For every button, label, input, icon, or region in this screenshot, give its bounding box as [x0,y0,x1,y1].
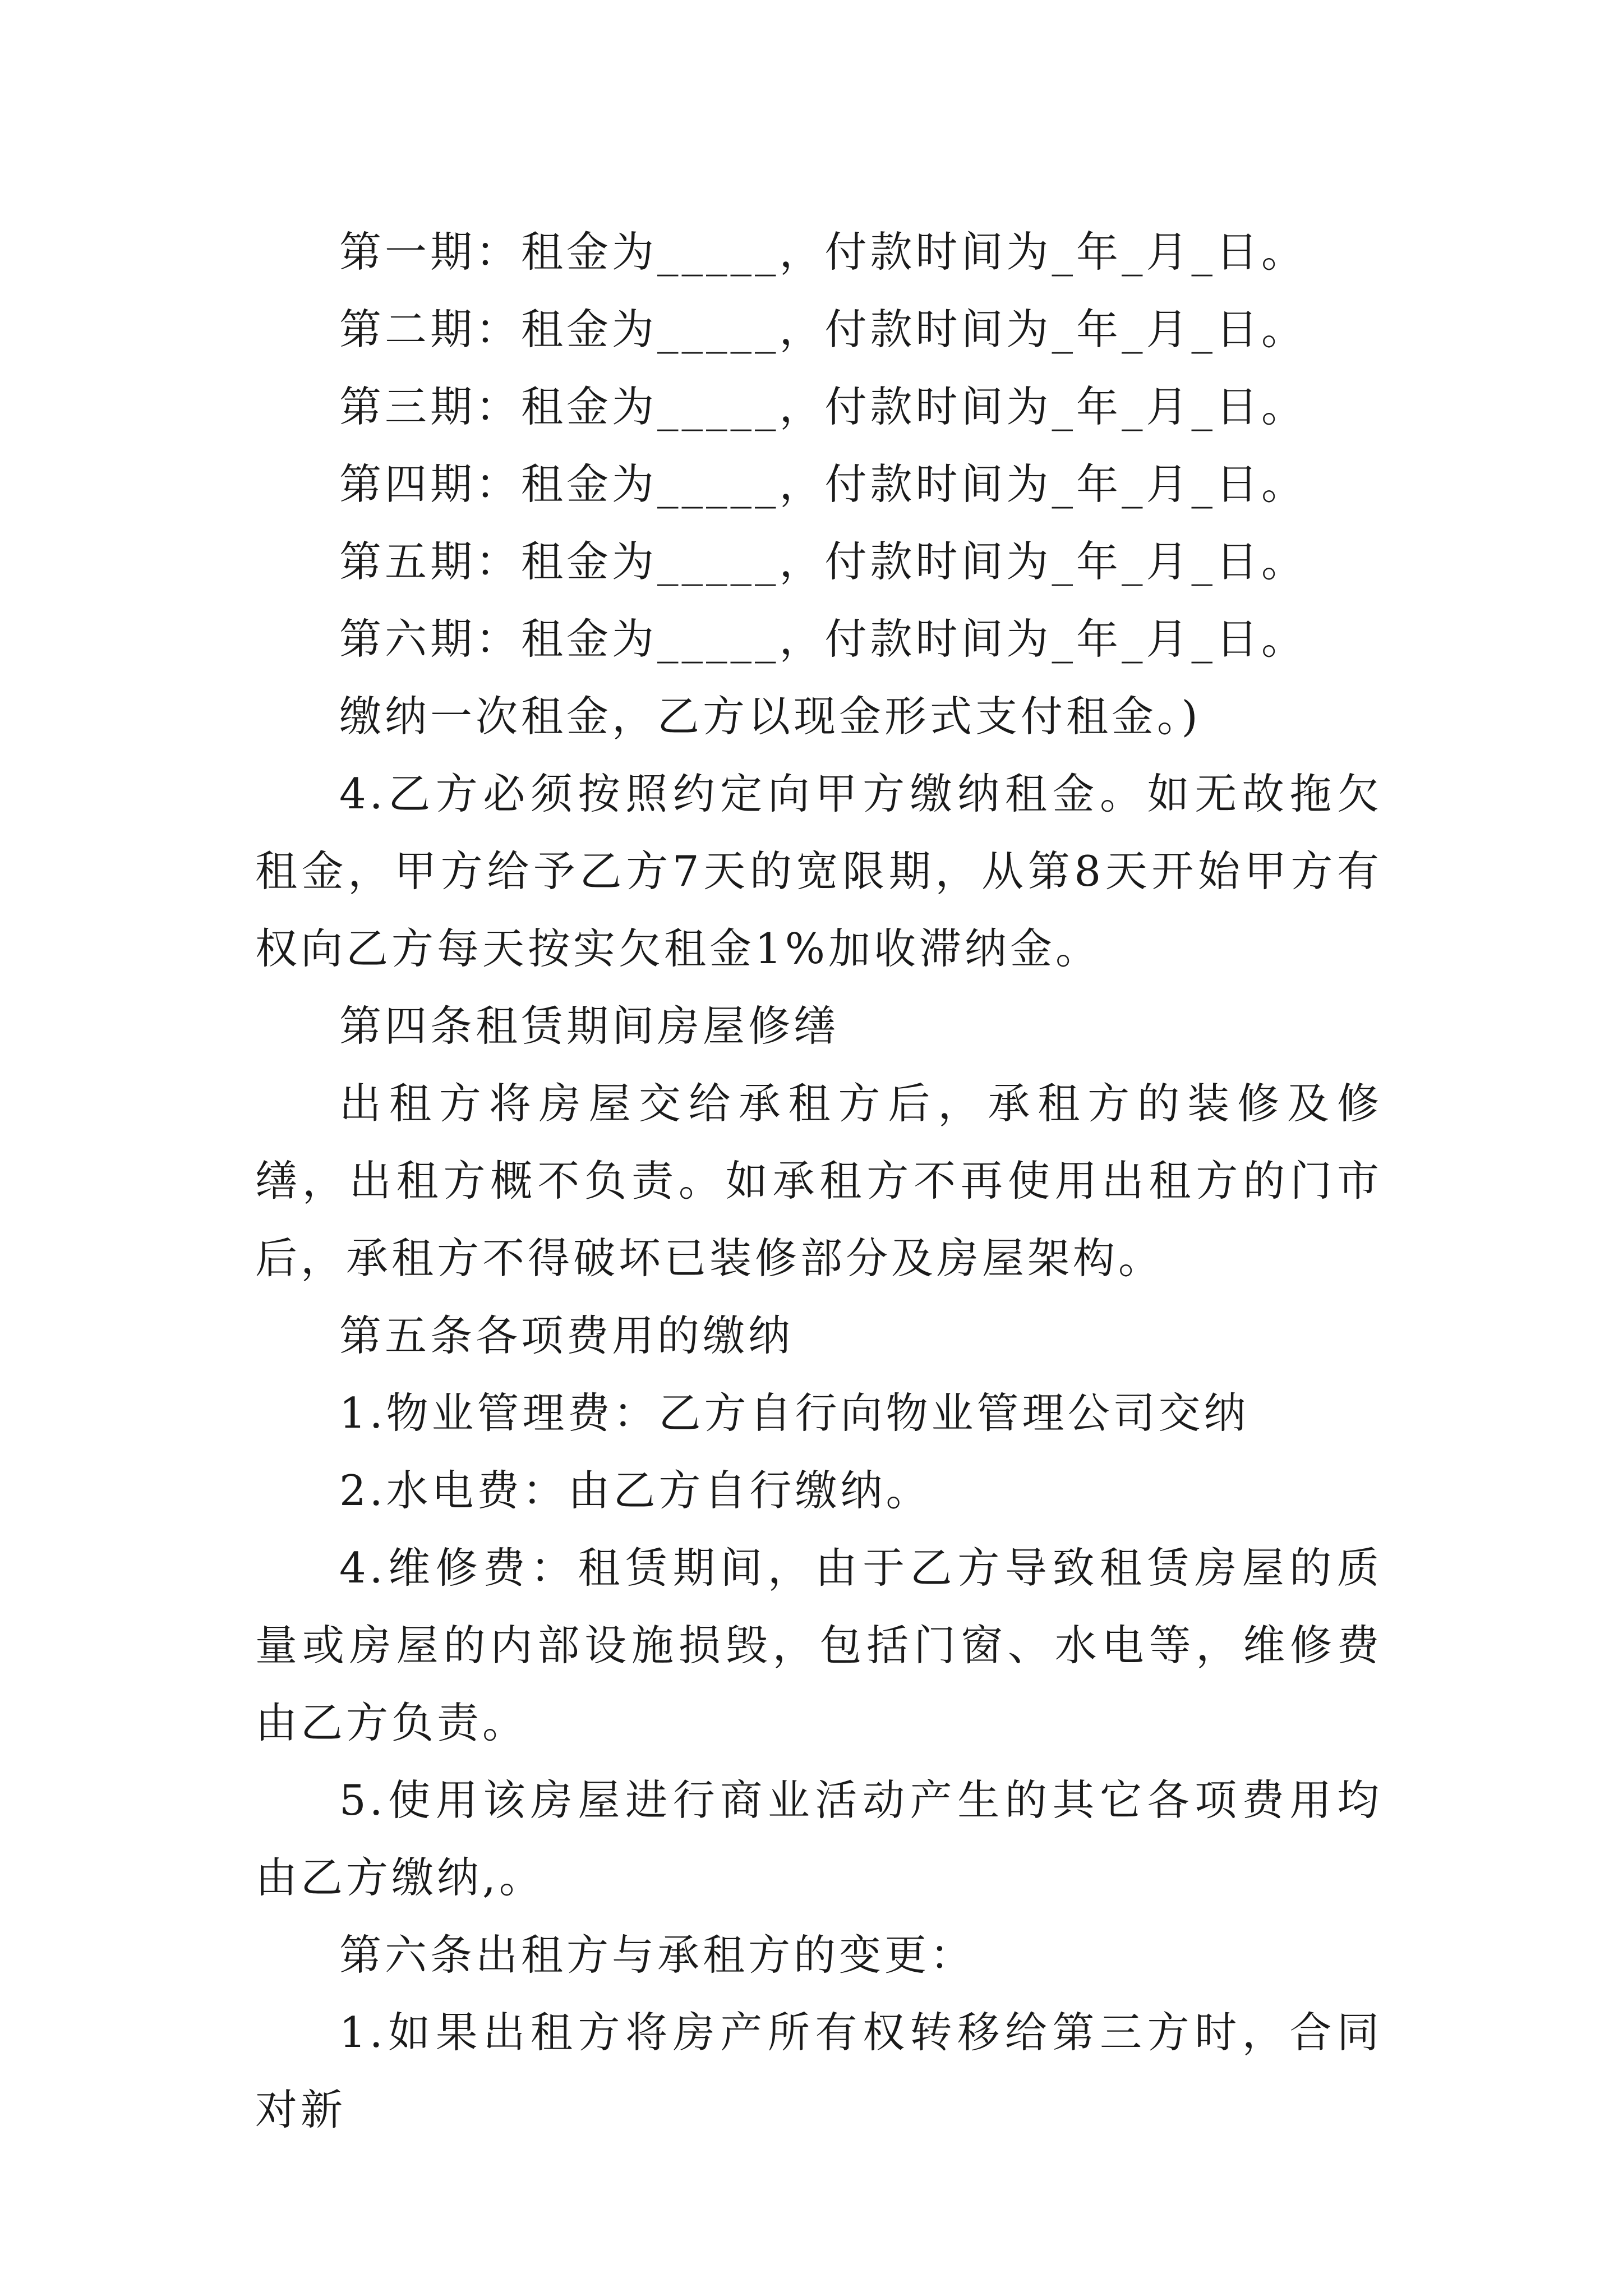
clause-ownership-transfer: 1.如果出租方将房产所有权转移给第三方时，合同对新 [255,2008,1382,2134]
clause-maintenance: 4.维修费：租赁期间，由于乙方导致租赁房屋的质量或房屋的内部设施损毁，包括门窗、水电等，维修费由乙方负责。 [255,1543,1382,1747]
section-heading-fees: 第五条各项费用的缴纳 [339,1311,794,1360]
payment-term-6: 第六期：租金为_____，付款时间为_年_月_日。 [339,614,1307,664]
document-body [255,213,1382,2148]
payment-term-5: 第五期：租金为_____，付款时间为_年_月_日。 [339,537,1307,586]
clause-repairs: 出租方将房屋交给承租方后，承租方的装修及修缮，出租方概不负责。如承租方不再使用出租方的门市后，承租方不得破坏已装修部分及房屋架构。 [255,1079,1382,1283]
payment-term-4: 第四期：租金为_____，付款时间为_年_月_日。 [339,459,1307,509]
payment-term-3: 第三期：租金为_____，付款时间为_年_月_日。 [339,382,1307,431]
clause-property-fee: 1.物业管理费：乙方自行向物业管理公司交纳 [339,1388,1249,1438]
clause-other-fees: 5.使用该房屋进行商业活动产生的其它各项费用均由乙方缴纳,。 [255,1775,1382,1902]
payment-term-1: 第一期：租金为_____，付款时间为_年_月_日。 [339,227,1307,277]
payment-method-note: 缴纳一次租金，乙方以现金形式支付租金。) [339,692,1201,741]
section-heading-repairs: 第四条租赁期间房屋修缮 [339,1001,840,1051]
clause-utilities: 2.水电费：由乙方自行缴纳。 [339,1466,932,1515]
clause-late-payment: 4.乙方必须按照约定向甲方缴纳租金。如无故拖欠租金，甲方给予乙方7天的宽限期，从第8天开始甲方有权向乙方每天按实欠租金1%加收滞纳金。 [255,769,1382,973]
section-heading-changes: 第六条出租方与承租方的变更： [339,1930,976,1980]
payment-term-2: 第二期：租金为_____，付款时间为_年_月_日。 [339,305,1307,354]
